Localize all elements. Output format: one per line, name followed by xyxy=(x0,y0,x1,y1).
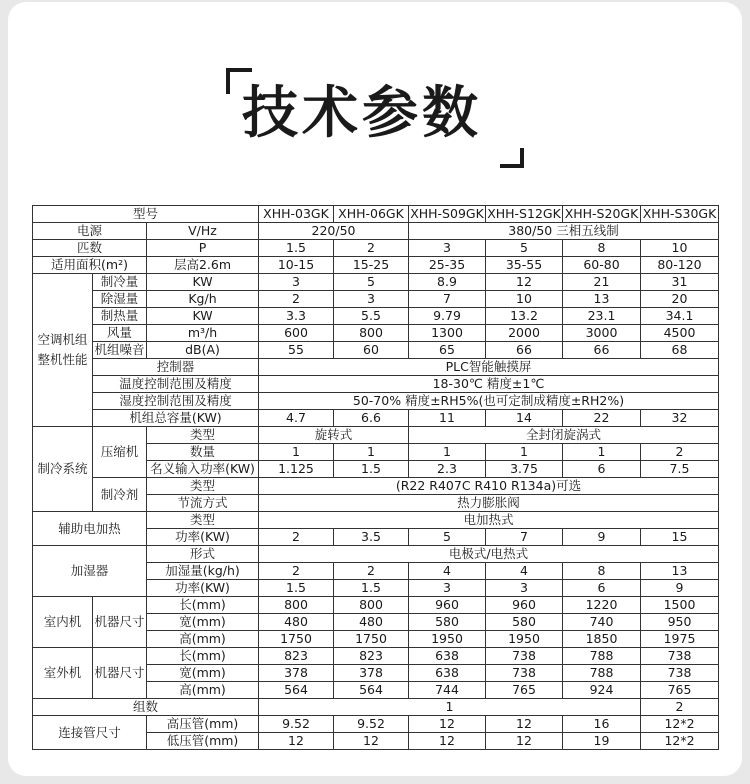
cell: 66 xyxy=(563,342,641,359)
cell: 2 xyxy=(641,444,719,461)
cell: 378 xyxy=(334,665,409,682)
row-hp xyxy=(33,240,719,257)
sets-value-1: 1 xyxy=(259,699,641,716)
cell: 580 xyxy=(486,614,563,631)
cell: 4 xyxy=(409,563,486,580)
cell: 9.79 xyxy=(409,308,486,325)
cell: 34.1 xyxy=(641,308,719,325)
humid-label: 湿度控制范围及精度 xyxy=(93,393,259,410)
cell: 738 xyxy=(486,648,563,665)
pipe-high-label: 高压管(mm) xyxy=(147,716,259,733)
cell: 1.5 xyxy=(334,461,409,478)
cell: 7 xyxy=(486,529,563,546)
airflow-label: 风量 xyxy=(93,325,147,342)
cell: 1975 xyxy=(641,631,719,648)
controller-value: PLC智能触摸屏 xyxy=(259,359,719,376)
cell: 9 xyxy=(641,580,719,597)
cell: 960 xyxy=(409,597,486,614)
cell: 1.5 xyxy=(259,240,334,257)
cell: 9 xyxy=(563,529,641,546)
cell: 12 xyxy=(486,274,563,291)
airflow-unit: m³/h xyxy=(147,325,259,342)
sets-label: 组数 xyxy=(33,699,259,716)
cell: 12 xyxy=(409,733,486,750)
cell: 60 xyxy=(334,342,409,359)
row-airflow xyxy=(33,325,719,342)
indoor-width-label: 宽(mm) xyxy=(147,614,259,631)
cell: 1.125 xyxy=(259,461,334,478)
cell: 4.7 xyxy=(259,410,334,427)
row-outdoor-length xyxy=(33,648,719,665)
cell: 1 xyxy=(486,444,563,461)
cell: 9.52 xyxy=(259,716,334,733)
model-2: XHH-06GK xyxy=(334,206,409,223)
throttle-label: 节流方式 xyxy=(147,495,259,512)
cell: 638 xyxy=(409,665,486,682)
title-block xyxy=(226,68,526,172)
cell: 3 xyxy=(409,240,486,257)
cell: 8.9 xyxy=(409,274,486,291)
cell: 5 xyxy=(334,274,409,291)
cell: 32 xyxy=(641,410,719,427)
cell: 738 xyxy=(641,665,719,682)
row-refrigerant-type xyxy=(33,478,719,495)
row-indoor-length xyxy=(33,597,719,614)
cell: 19 xyxy=(563,733,641,750)
cell: 31 xyxy=(641,274,719,291)
refrigerant-type-label: 类型 xyxy=(147,478,259,495)
cell: 5.5 xyxy=(334,308,409,325)
outdoor-group-label: 室外机 xyxy=(33,648,93,699)
dehum-unit: Kg/h xyxy=(147,291,259,308)
capacity-label: 机组总容量(KW) xyxy=(93,410,259,427)
cell: 13.2 xyxy=(486,308,563,325)
row-noise xyxy=(33,342,719,359)
cell: 924 xyxy=(563,682,641,699)
refrigerant-type-value: (R22 R407C R410 R134a)可选 xyxy=(259,478,719,495)
controller-label: 控制器 xyxy=(93,359,259,376)
temp-label: 温度控制范围及精度 xyxy=(93,376,259,393)
cell: 10 xyxy=(486,291,563,308)
cell: 35-55 xyxy=(486,257,563,274)
cooling-unit: KW xyxy=(147,274,259,291)
cell: 12 xyxy=(486,733,563,750)
row-pipe-high xyxy=(33,716,719,733)
throttle-value: 热力膨胀阀 xyxy=(259,495,719,512)
cell: 6 xyxy=(563,580,641,597)
cell: 1220 xyxy=(563,597,641,614)
cell: 378 xyxy=(259,665,334,682)
cell: 788 xyxy=(563,648,641,665)
aux-type-label: 类型 xyxy=(147,512,259,529)
comp-power-label: 名义输入功率(KW) xyxy=(147,461,259,478)
comp-qty-label: 数量 xyxy=(147,444,259,461)
humidifier-group-label: 加湿器 xyxy=(33,546,147,597)
cell: 823 xyxy=(259,648,334,665)
hp-label: 匹数 xyxy=(33,240,147,257)
pipe-low-label: 低压管(mm) xyxy=(147,733,259,750)
cell: 564 xyxy=(259,682,334,699)
humid-value: 50-70% 精度±RH5%(也可定制成精度±RH2%) xyxy=(259,393,719,410)
row-sets xyxy=(33,699,719,716)
cell: 800 xyxy=(334,325,409,342)
cell: 13 xyxy=(641,563,719,580)
row-heating xyxy=(33,308,719,325)
model-5: XHH-S20GK xyxy=(563,206,641,223)
row-aux-type xyxy=(33,512,719,529)
comp-type-label: 类型 xyxy=(147,427,259,444)
aux-power-label: 功率(KW) xyxy=(147,529,259,546)
cell: 580 xyxy=(409,614,486,631)
cell: 3000 xyxy=(563,325,641,342)
cell: 1950 xyxy=(409,631,486,648)
cell: 1.5 xyxy=(334,580,409,597)
cell: 480 xyxy=(259,614,334,631)
indoor-group-label: 室内机 xyxy=(33,597,93,648)
outdoor-width-label: 宽(mm) xyxy=(147,665,259,682)
cell: 12*2 xyxy=(641,716,719,733)
cell: 6.6 xyxy=(334,410,409,427)
area-label: 适用面积(m²) xyxy=(33,257,147,274)
cell: 15-25 xyxy=(334,257,409,274)
humidifier-form-label: 形式 xyxy=(147,546,259,563)
cell: 765 xyxy=(641,682,719,699)
hp-unit: P xyxy=(147,240,259,257)
cell: 65 xyxy=(409,342,486,359)
cell: 2 xyxy=(334,240,409,257)
row-temp-control xyxy=(33,376,719,393)
aux-type-value: 电加热式 xyxy=(259,512,719,529)
cell: 2 xyxy=(259,291,334,308)
humidifier-power-label: 功率(KW) xyxy=(147,580,259,597)
cell: 12*2 xyxy=(641,733,719,750)
row-comp-type xyxy=(33,427,719,444)
pipe-group-label: 连接管尺寸 xyxy=(33,716,147,750)
cell: 8 xyxy=(563,240,641,257)
cell: 10 xyxy=(641,240,719,257)
cooling-label: 制冷量 xyxy=(93,274,147,291)
temp-value: 18-30℃ 精度±1℃ xyxy=(259,376,719,393)
cell: 3.3 xyxy=(259,308,334,325)
cell: 800 xyxy=(259,597,334,614)
row-capacity xyxy=(33,410,719,427)
cell: 55 xyxy=(259,342,334,359)
row-model xyxy=(33,206,719,223)
cell: 800 xyxy=(334,597,409,614)
cell: 21 xyxy=(563,274,641,291)
row-cooling xyxy=(33,274,719,291)
power-label: 电源 xyxy=(33,223,147,240)
row-dehum xyxy=(33,291,719,308)
cell: 2 xyxy=(259,529,334,546)
sets-value-2: 2 xyxy=(641,699,719,716)
cell: 738 xyxy=(486,665,563,682)
cell: 2000 xyxy=(486,325,563,342)
area-unit: 层高2.6m xyxy=(147,257,259,274)
page-title: 技术参数 xyxy=(242,81,482,146)
cell: 1 xyxy=(259,444,334,461)
cell: 600 xyxy=(259,325,334,342)
cell: 823 xyxy=(334,648,409,665)
humidifier-amount-label: 加湿量(kg/h) xyxy=(147,563,259,580)
ac-group-label: 空调机组整机性能 xyxy=(33,274,93,427)
cell: 12 xyxy=(259,733,334,750)
model-1: XHH-03GK xyxy=(259,206,334,223)
refrig-group-label: 制冷系统 xyxy=(33,427,93,512)
cell: 1950 xyxy=(486,631,563,648)
cell: 2 xyxy=(259,563,334,580)
cell: 22 xyxy=(563,410,641,427)
cell: 1 xyxy=(409,444,486,461)
outdoor-height-label: 高(mm) xyxy=(147,682,259,699)
model-label: 型号 xyxy=(33,206,259,223)
cell: 23.1 xyxy=(563,308,641,325)
cell: 1750 xyxy=(259,631,334,648)
cell: 12 xyxy=(409,716,486,733)
cell: 6 xyxy=(563,461,641,478)
cell: 15 xyxy=(641,529,719,546)
cell: 68 xyxy=(641,342,719,359)
cell: 744 xyxy=(409,682,486,699)
cell: 4500 xyxy=(641,325,719,342)
cell: 788 xyxy=(563,665,641,682)
cell: 3 xyxy=(409,580,486,597)
cell: 950 xyxy=(641,614,719,631)
outdoor-dim-label: 机器尺寸 xyxy=(93,648,147,699)
cell: 16 xyxy=(563,716,641,733)
cell: 480 xyxy=(334,614,409,631)
cell: 8 xyxy=(563,563,641,580)
heating-label: 制热量 xyxy=(93,308,147,325)
cell: 1 xyxy=(334,444,409,461)
cell: 5 xyxy=(486,240,563,257)
cell: 2 xyxy=(334,563,409,580)
power-value-1: 220/50 xyxy=(259,223,409,240)
model-4: XHH-S12GK xyxy=(487,206,561,221)
row-area xyxy=(33,257,719,274)
cell: 960 xyxy=(486,597,563,614)
outdoor-length-label: 长(mm) xyxy=(147,648,259,665)
bracket-bottom-right xyxy=(500,148,524,168)
noise-label: 机组噪音 xyxy=(94,342,145,357)
cell: 66 xyxy=(486,342,563,359)
cell: 13 xyxy=(563,291,641,308)
model-3: XHH-S09GK xyxy=(410,206,484,221)
comp-type-value-1: 旋转式 xyxy=(259,427,409,444)
humidifier-form-value: 电极式/电热式 xyxy=(259,546,719,563)
cell: 3.75 xyxy=(486,461,563,478)
cell: 11 xyxy=(409,410,486,427)
indoor-length-label: 长(mm) xyxy=(147,597,259,614)
cell: 1 xyxy=(563,444,641,461)
cell: 1300 xyxy=(409,325,486,342)
noise-unit: dB(A) xyxy=(147,342,259,359)
indoor-dim-label: 机器尺寸 xyxy=(93,597,147,648)
power-value-2: 380/50 三相五线制 xyxy=(409,223,719,240)
cell: 2.3 xyxy=(409,461,486,478)
cell: 1850 xyxy=(563,631,641,648)
cell: 3 xyxy=(334,291,409,308)
cell: 3 xyxy=(259,274,334,291)
cell: 12 xyxy=(486,716,563,733)
cell: 564 xyxy=(334,682,409,699)
cell: 7 xyxy=(409,291,486,308)
heating-unit: KW xyxy=(147,308,259,325)
aux-group-label: 辅助电加热 xyxy=(33,512,147,546)
cell: 14 xyxy=(486,410,563,427)
cell: 1.5 xyxy=(259,580,334,597)
cell: 738 xyxy=(641,648,719,665)
cell: 25-35 xyxy=(409,257,486,274)
cell: 12 xyxy=(334,733,409,750)
dehum-label: 除湿量 xyxy=(93,291,147,308)
cell: 7.5 xyxy=(641,461,719,478)
comp-type-value-2: 全封闭旋涡式 xyxy=(409,427,719,444)
row-humid-control xyxy=(33,393,719,410)
refrigerant-label: 制冷剂 xyxy=(93,478,147,512)
cell: 765 xyxy=(486,682,563,699)
cell: 4 xyxy=(486,563,563,580)
cell: 80-120 xyxy=(641,257,719,274)
cell: 20 xyxy=(641,291,719,308)
row-humidifier-form xyxy=(33,546,719,563)
cell: 10-15 xyxy=(259,257,334,274)
cell: 60-80 xyxy=(563,257,641,274)
cell: 1750 xyxy=(334,631,409,648)
cell: 1500 xyxy=(641,597,719,614)
cell: 5 xyxy=(409,529,486,546)
cell: 3.5 xyxy=(334,529,409,546)
row-controller xyxy=(33,359,719,376)
cell: 638 xyxy=(409,648,486,665)
power-unit: V/Hz xyxy=(147,223,259,240)
cell: 740 xyxy=(563,614,641,631)
spec-table xyxy=(32,205,719,750)
cell: 9.52 xyxy=(334,716,409,733)
model-6: XHH-S30GK xyxy=(641,206,719,223)
row-power-supply xyxy=(33,223,719,240)
indoor-height-label: 高(mm) xyxy=(147,631,259,648)
cell: 3 xyxy=(486,580,563,597)
compressor-label: 压缩机 xyxy=(93,427,147,478)
